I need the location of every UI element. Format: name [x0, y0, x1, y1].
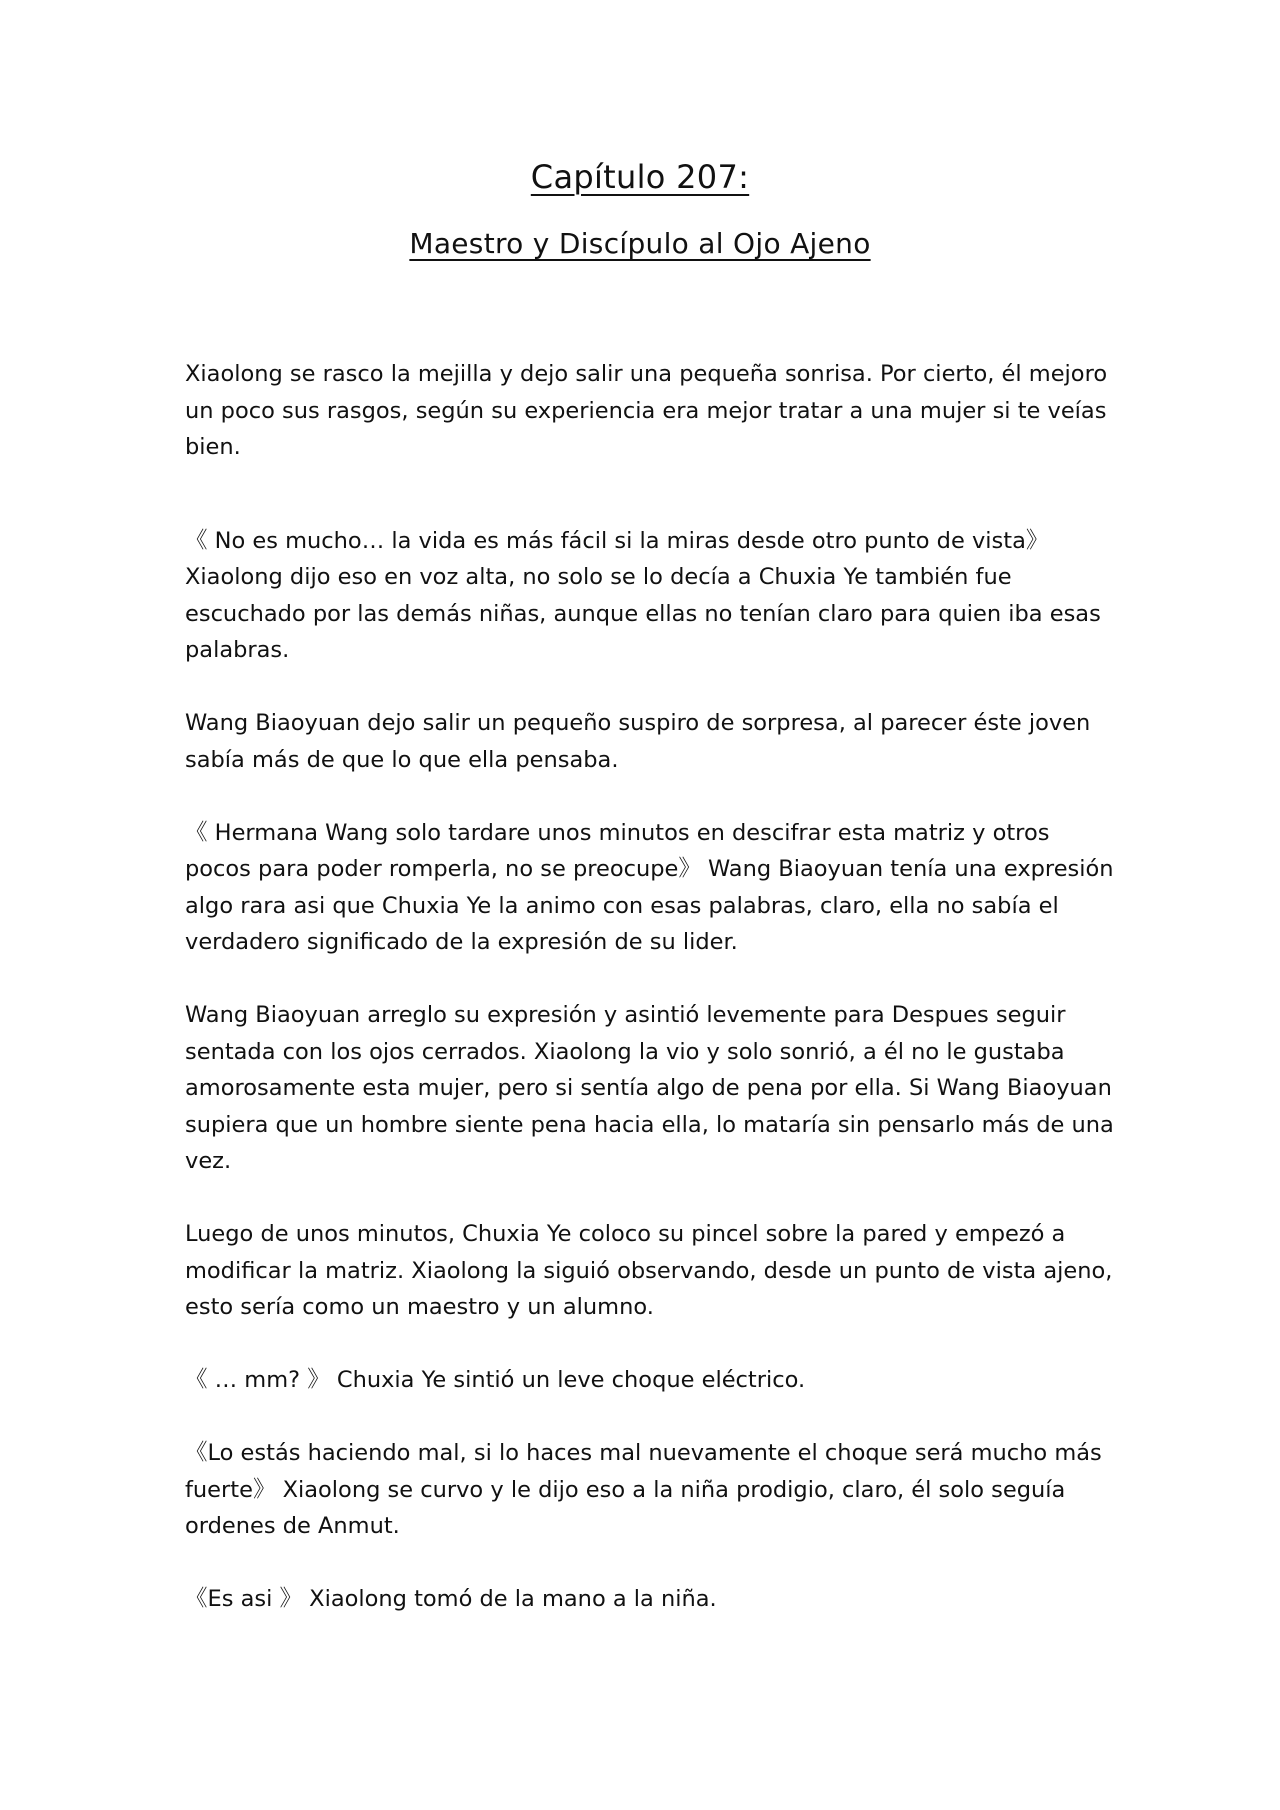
paragraph-1: Xiaolong se rasco la mejilla y dejo salir una pequeña sonrisa. Por cierto, él mejoro un poco sus rasgos, según su experiencia era mejor tratar a una mujer si te veías bien.: [185, 361, 1108, 460]
paragraph-8: 《Lo estás haciendo mal, si lo haces mal nuevamente el choque será mucho más fuerte》 Xiaolong se curvo y le dijo eso a la niña prodigio, claro, él solo seguía ordenes de Anmut.: [185, 1440, 1102, 1539]
paragraph-9: 《Es asi 》 Xiaolong tomó de la mano a la niña.: [185, 1586, 717, 1612]
paragraph-5: Wang Biaoyuan arreglo su expresión y asintió levemente para Despues seguir sentada con los ojos cerrados. Xiaolong la vio y solo sonrió, a él no le gustaba amorosamente esta mujer, pero si sentía algo de pena por ella. Si Wang Biaoyuan supiera que un hombre siente pena hacia ella, lo mataría sin pensarlo más de una vez.: [185, 1002, 1114, 1174]
chapter-body: [185, 356, 1120, 1654]
paragraph-3: Wang Biaoyuan dejo salir un pequeño suspiro de sorpresa, al parecer éste joven sabía más de que lo que ella pensaba.: [185, 710, 1091, 773]
chapter-subtitle: Maestro y Discípulo al Ojo Ajeno: [409, 227, 871, 260]
paragraph-6: Luego de unos minutos, Chuxia Ye coloco su pincel sobre la pared y empezó a modificar la matriz. Xiaolong la siguió observando, desde un punto de vista ajeno, esto sería como un maestro y un alumno.: [185, 1221, 1113, 1320]
paragraph-4: 《 Hermana Wang solo tardare unos minutos en descifrar esta matriz y otros pocos para poder romperla, no se preocupe》 Wang Biaoyuan tenía una expresión algo rara asi que Chuxia Ye la animo con esas palabras, claro, ella no sabía el verdadero significado de la expresión de su lider.: [185, 819, 1114, 955]
paragraph-7: 《 … mm? 》 Chuxia Ye sintió un leve choque eléctrico.: [185, 1367, 806, 1393]
paragraph-2: 《 No es mucho… la vida es más fácil si la miras desde otro punto de vista》 Xiaolong dijo eso en voz alta, no solo se lo decía a Chuxia Ye también fue escuchado por las demás niñas, aunque ellas no tenían claro para quien iba esas palabras.: [185, 527, 1101, 663]
chapter-title: Capítulo 207:: [530, 158, 750, 196]
